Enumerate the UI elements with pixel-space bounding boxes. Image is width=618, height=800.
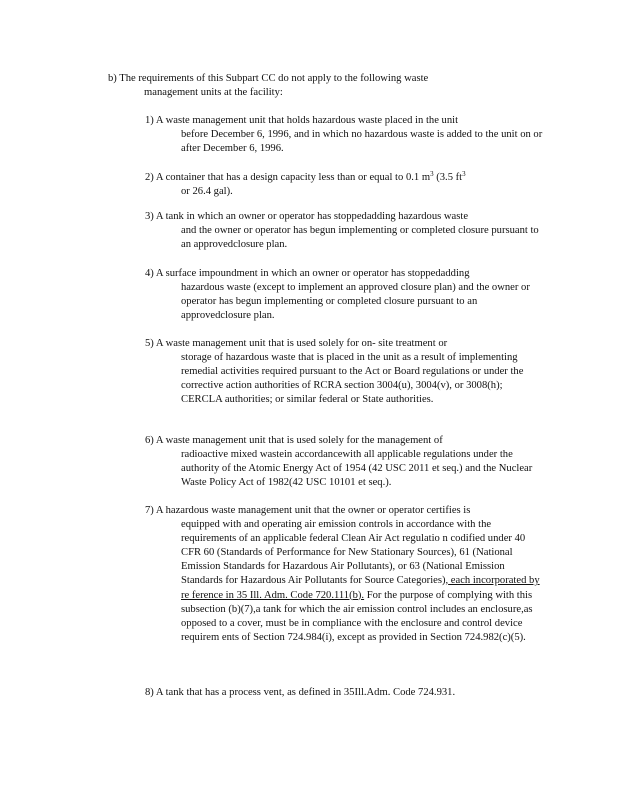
list-item-7 [145,504,543,645]
item-5-lead: 5) A waste management unit that is used solely for on- site treatment or [145,338,448,349]
intro-paragraph [108,72,488,100]
item-6-lead: 6) A waste management unit that is used solely for the management of [145,435,443,446]
item-8-lead: 8) A tank that has a process vent, as defined in 35Ill.Adm. Code 724.931. [145,687,456,698]
item-2-continuation: or 26.4 gal). [181,186,233,198]
item-1-continuation: before December 6, 1996, and in which no hazardous waste is added to the unit on or after December 6, 1996. [181,129,543,155]
item-7-incorporated-reference: each incorporated by re ference in 35 Ill. Adm. Code 720.111(b). [181,575,540,601]
item-2-lead [145,171,543,185]
list-item-2 [145,171,543,199]
list-item-6 [145,434,543,490]
item-2-sup-1: 3 [430,170,434,178]
list-item-1 [145,114,543,156]
item-2-lead-a: 2) A container that has a design capacity less than or equal to 0.1 m [145,172,431,183]
item-7-text-a: equipped with and operating air emission controls in accordance with the requirements of an applicable federal Clean Air Act regulatio n codified under 40 CFR 60 (Standards of Performance for New Stationary Sources), 61 (National Emission Standards for Hazardous Air Pollutants), or 63 (National Emission Standards for Hazardous Air Pollutants for Source Categories), [181,519,526,587]
item-4-continuation: hazardous waste (except to implement an approved closure plan) and the owner or operator has begun implementing or completed closure pursuant to an approvedclosure plan. [181,282,530,322]
list-item-3 [145,210,543,252]
item-3-continuation: and the owner or operator has begun implementing or completed closure pursuant to an approvedclosure plan. [181,225,539,251]
list-item-4 [145,267,543,323]
item-6-continuation: radioactive mixed wastein accordancewith all applicable regulations under the authority of the Atomic Energy Act of 1954 (42 USC 2011 et seq.) and the Nuclear Waste Policy Act of 1982(42 USC 10101 et seq.). [181,449,533,489]
item-5-continuation: storage of hazardous waste that is placed in the unit as a result of implementing remedial activities required pursuant to the Act or Board regulations or under the corrective action authorities of RCRA section 3004(u), 3004(v), or 3008(h); CERCLA authorities; or similar federal or State authorities. [181,352,524,406]
item-7-text-b: For the purpose of complying with this subsection (b)(7),a tank for which the air emission control includes an enclosure,as opposed to a cover, must be in compliance with the enclosure and control device requirem ents of Section 724.984(i), except as provided in Section 724.982(c)(5). [181,589,533,643]
list-item-8 [145,686,543,700]
item-4-lead: 4) A surface impoundment in which an owner or operator has stoppedadding [145,268,470,279]
item-2-lead-b: (3.5 ft [433,172,463,183]
intro-lead: b) The requirements of this Subpart CC do not apply to the following waste [108,73,429,84]
item-1-lead: 1) A waste management unit that holds hazardous waste placed in the unit [145,115,459,126]
intro-continuation: management units at the facility: [144,87,283,99]
item-7-continuation [145,518,543,645]
item-3-lead: 3) A tank in which an owner or operator has stoppedadding hazardous waste [145,211,469,222]
item-2-sup-2: 3 [462,170,466,178]
item-7-lead: 7) A hazardous waste management unit that the owner or operator certifies is [145,505,471,516]
list-item-5 [145,337,543,407]
